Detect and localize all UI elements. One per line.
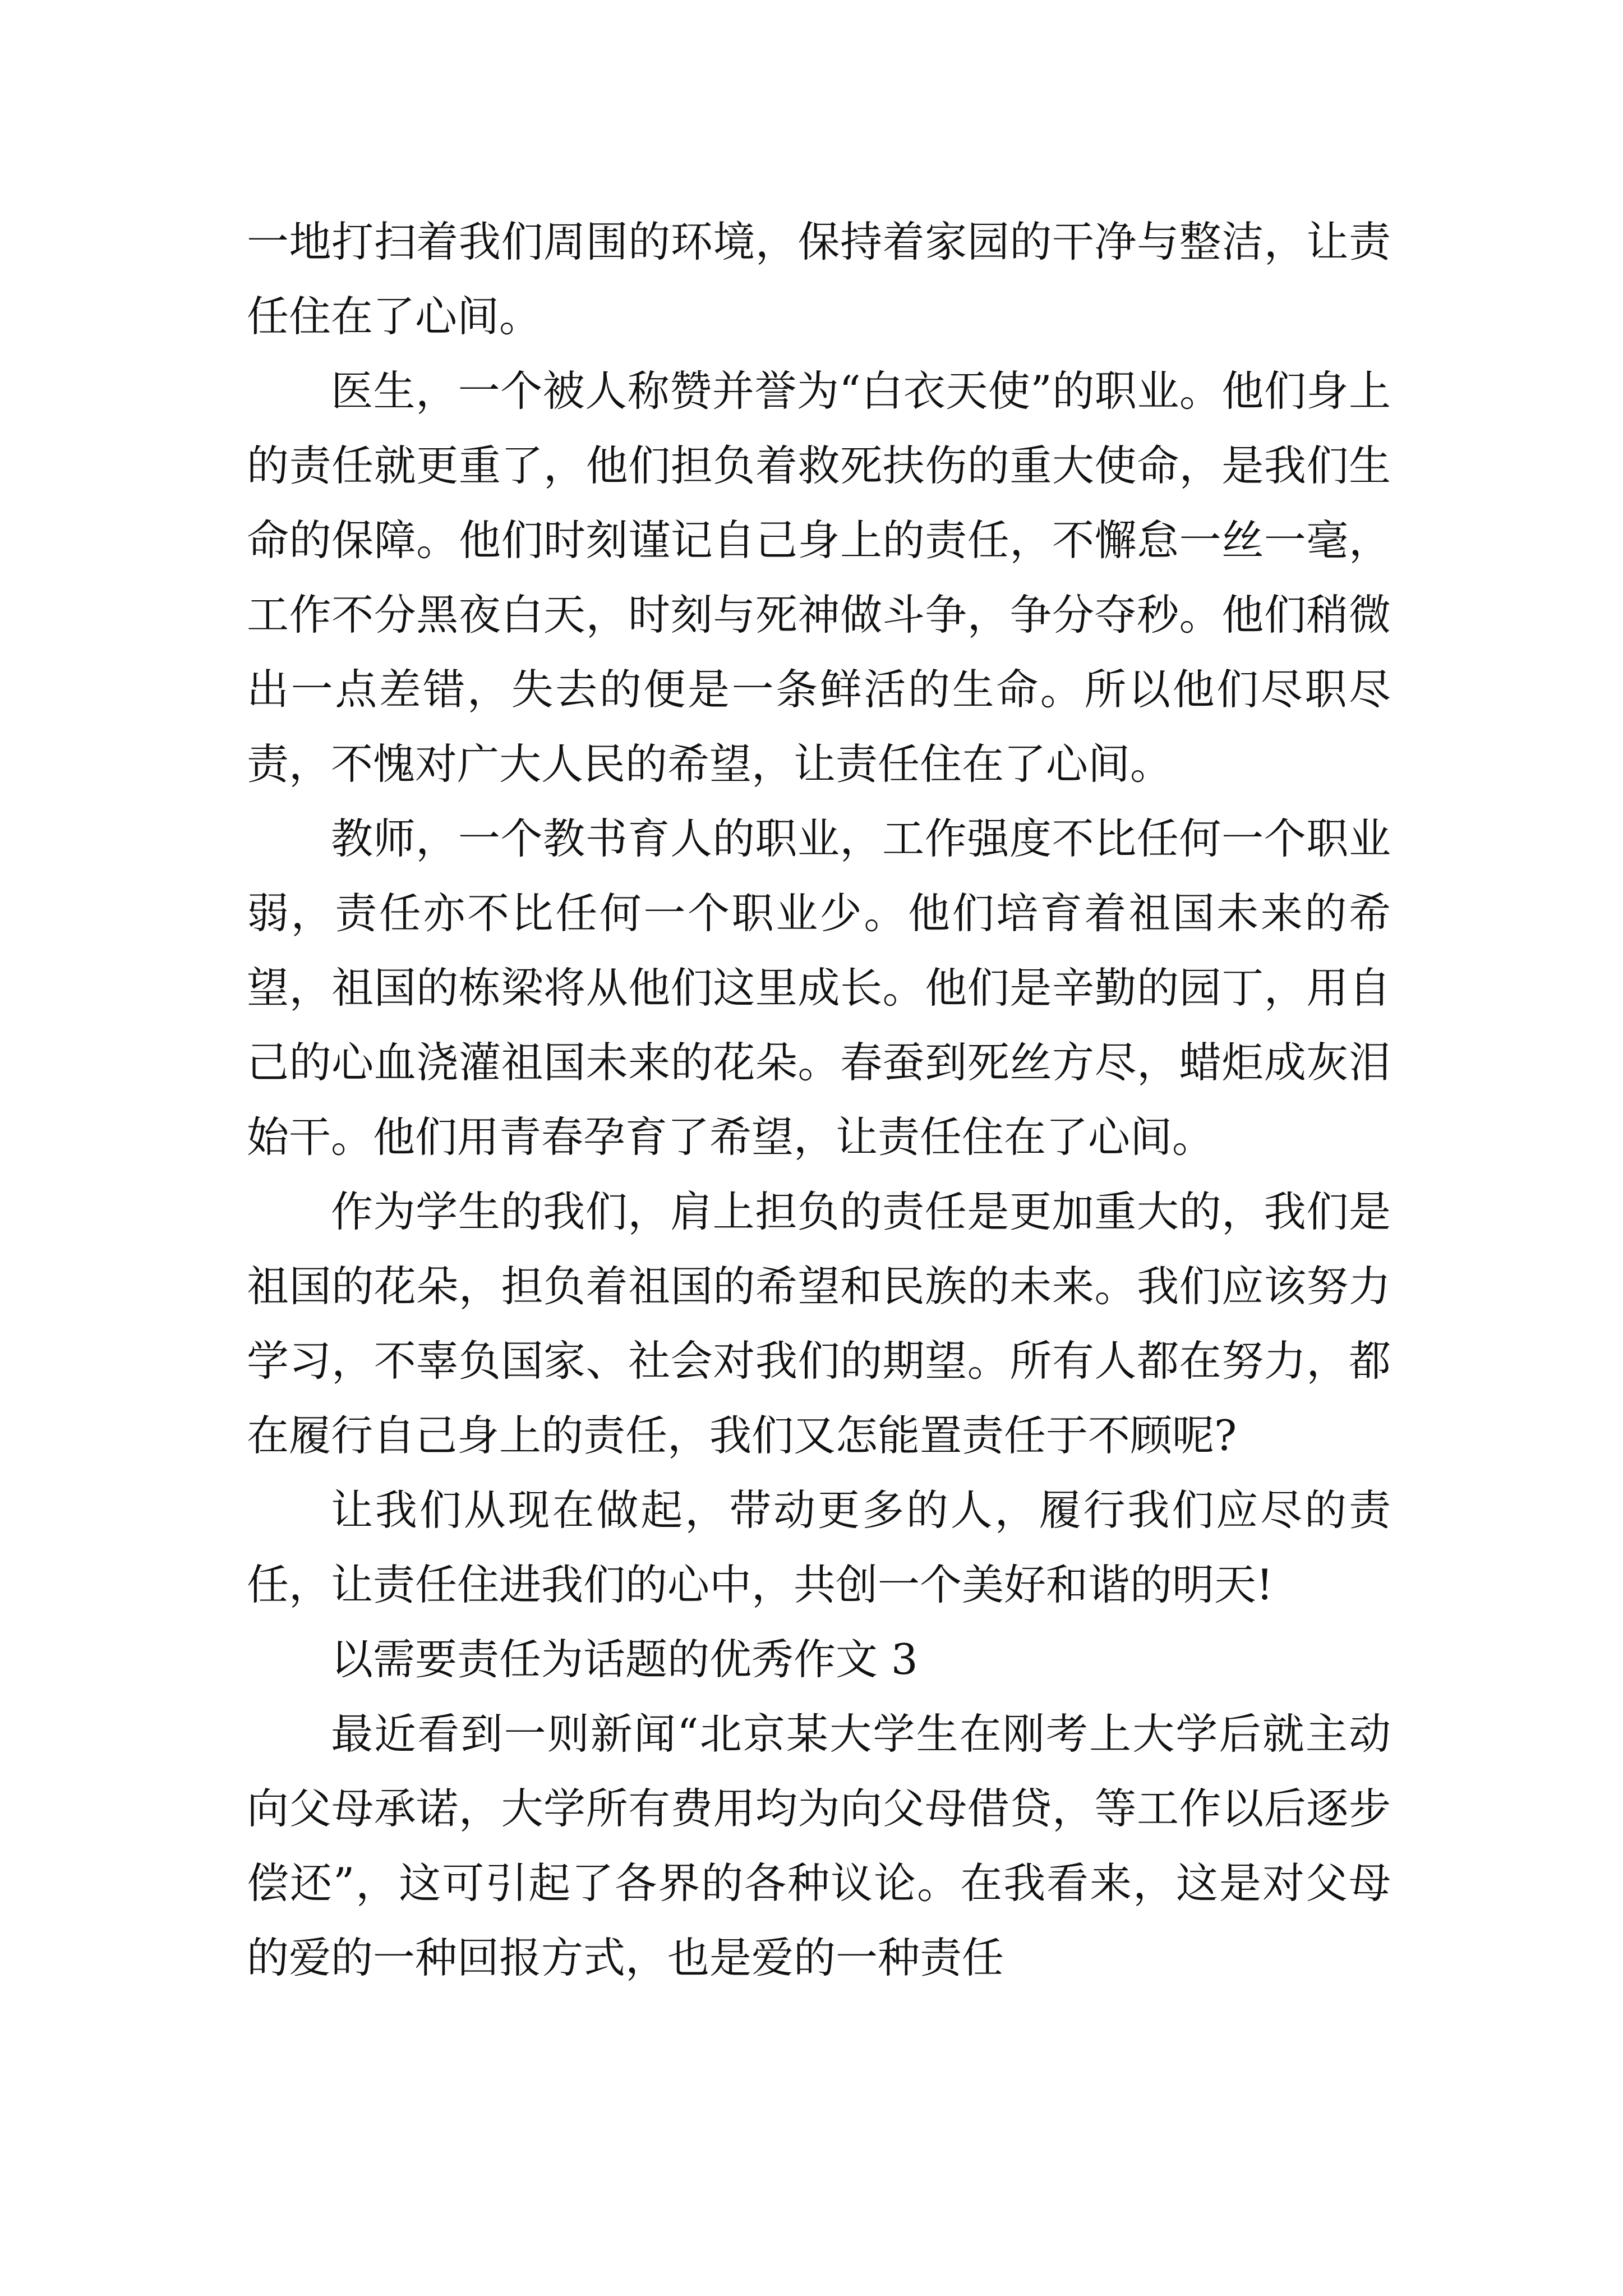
paragraph-continuation: 一地打扫着我们周围的环境，保持着家园的干净与整洁，让责任住在了心间。 [247, 217, 1391, 341]
paragraph-doctor: 医生，一个被人称赞并誉为“白衣天使”的职业。他们身上的责任就更重了，他们担负着救死扶伤的重大使命，是我们生命的保障。他们时刻谨记自己身上的责任，不懈怠一丝一毫，工作不分黑夜白天，时刻与死神做斗争，争分夺秒。他们稍微出一点差错，失去的便是一条鲜活的生命。所以他们尽职尽责，不愧对广大人民的希望，让责任住在了心间。 [247, 366, 1391, 789]
section-heading: 以需要责任为话题的优秀作文 3 [331, 1635, 918, 1684]
paragraph-student: 作为学生的我们，肩上担负的责任是更加重大的，我们是祖国的花朵，担负着祖国的希望和民族的未来。我们应该努力学习，不辜负国家、社会对我们的期望。所有人都在努力，都在履行自己身上的责任，我们又怎能置责任于不顾呢? [247, 1187, 1391, 1460]
paragraph-teacher: 教师，一个教书育人的职业，工作强度不比任何一个职业弱，责任亦不比任何一个职业少。他们培育着祖国未来的希望，祖国的栋梁将从他们这里成长。他们是辛勤的园丁，用自己的心血浇灌祖国未来的花朵。春蚕到死丝方尽，蜡炬成灰泪始干。他们用青春孕育了希望，让责任住在了心间。 [247, 814, 1391, 1162]
paragraph-news: 最近看到一则新闻“北京某大学生在刚考上大学后就主动向父母承诺，大学所有费用均为向父母借贷，等工作以后逐步偿还”，这可引起了各界的各种议论。在我看来，这是对父母的爱的一种回报方式，也是爱的一种责任 [247, 1709, 1391, 1982]
paragraph-closing: 让我们从现在做起，带动更多的人，履行我们应尽的责任，让责任住进我们的心中，共创一个美好和谐的明天! [247, 1485, 1391, 1609]
essay-body [247, 205, 1391, 1995]
